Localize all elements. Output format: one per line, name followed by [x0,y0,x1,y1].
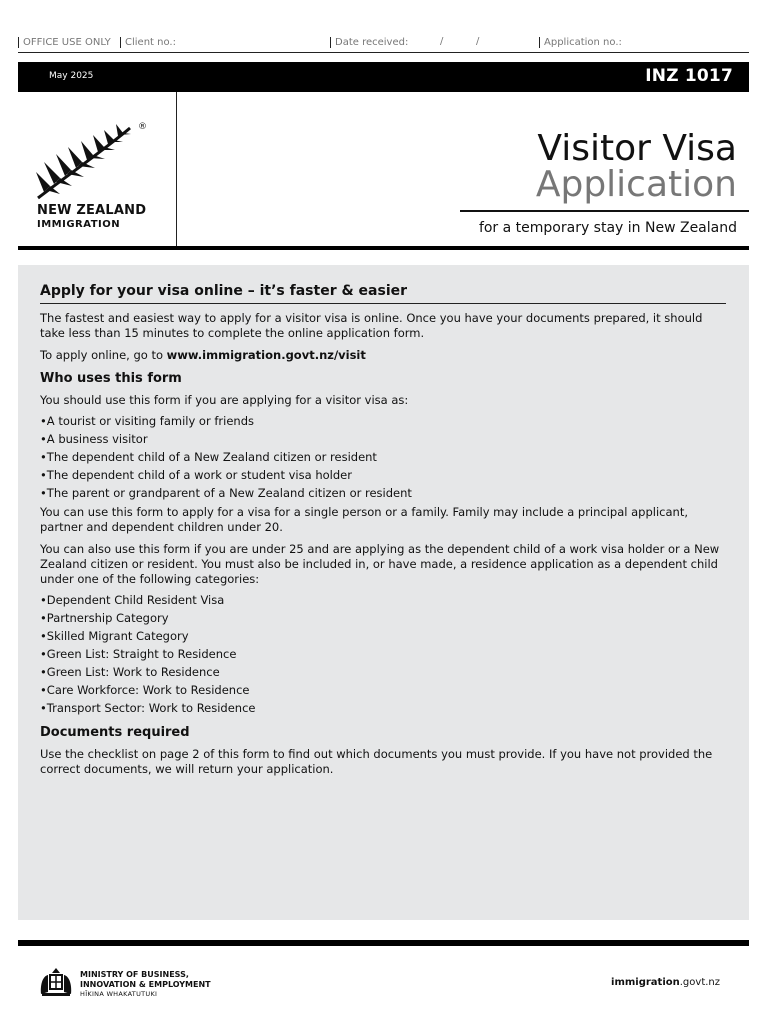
apply-online-text [40,348,726,363]
silver-fern-icon [34,120,164,200]
footer-divider [18,940,749,946]
list-item: • Partnership Category [40,609,726,627]
list-item: • The parent or grandparent of a New Zealand citizen or resident [40,484,726,502]
documents-heading: Documents required [40,725,190,740]
application-no-label: Application no.: [539,37,622,48]
form-info-bar [18,62,749,92]
website-domain-bold: immigration [611,977,680,988]
list-item: • A tourist or visiting family or friends [40,412,726,430]
list-item: • The dependent child of a work or student visa holder [40,466,726,484]
list-item: • Dependent Child Resident Visa [40,591,726,609]
form-date: May 2025 [49,71,94,81]
header-divider [18,246,749,250]
who-intro: You should use this form if you are applying for a visitor visa as: [40,393,409,407]
under25-text: You can also use this form if you are under 25 and are applying as the dependent child of a work visa holder or a New Zealand citizen or resident. You must also be included in, or have made, a residence application as a dependent child under one of the following categories: [40,542,720,586]
categories-list [40,591,726,717]
footer-website[interactable] [611,977,720,988]
apply-online-prefix: To apply online, go to [40,348,167,362]
page-title: Visitor Visa [537,128,737,169]
date-separator: / [440,36,444,47]
mbie-line-1: MINISTRY OF BUSINESS, [80,970,189,979]
list-item: • Care Workforce: Work to Residence [40,681,726,699]
office-use-label: OFFICE USE ONLY [18,37,111,48]
website-domain-rest: .govt.nz [679,977,720,988]
date-received-label: Date received: [330,37,408,48]
page-subtitle: for a temporary stay in New Zealand [478,220,737,236]
list-item: • Green List: Work to Residence [40,663,726,681]
registered-mark: ® [138,122,147,132]
documents-text: Use the checklist on page 2 of this form to find out which documents you must provide. If you have not provided the correct documents, we will return your application. [40,747,713,776]
date-separator: / [476,36,480,47]
nz-coat-of-arms-icon [38,966,74,998]
list-item: • Skilled Migrant Category [40,627,726,645]
page-header [18,92,749,249]
list-item: • A business visitor [40,430,726,448]
who-list [40,412,726,502]
nz-immigration-logo [18,92,177,246]
office-use-strip [18,36,749,53]
logo-immigration: IMMIGRATION [37,219,121,230]
who-heading: Who uses this form [40,371,182,386]
client-no-label: Client no.: [120,37,176,48]
panel-heading: Apply for your visa online – it’s faster & easier [40,283,726,304]
info-panel [18,265,749,920]
family-text: You can use this form to apply for a visa for a single person or a family. Family may include a principal applicant, partner and dependent children under 20. [40,505,688,534]
intro-text: The fastest and easiest way to apply for a visitor visa is online. Once you have your documents prepared, it should take less than 15 minutes to complete the online application form. [40,311,703,340]
page-title-secondary: Application [535,164,737,205]
form-code: INZ 1017 [645,66,733,86]
apply-online-link[interactable]: www.immigration.govt.nz/visit [166,348,366,362]
logo-new-zealand: NEW ZEALAND [37,203,147,218]
mbie-line-2: INNOVATION & EMPLOYMENT [80,980,211,989]
mbie-line-3: HĪKINA WHAKATUTUKI [80,990,158,998]
list-item: • Transport Sector: Work to Residence [40,699,726,717]
list-item: • The dependent child of a New Zealand citizen or resident [40,448,726,466]
list-item: • Green List: Straight to Residence [40,645,726,663]
title-divider-gap [177,210,460,212]
